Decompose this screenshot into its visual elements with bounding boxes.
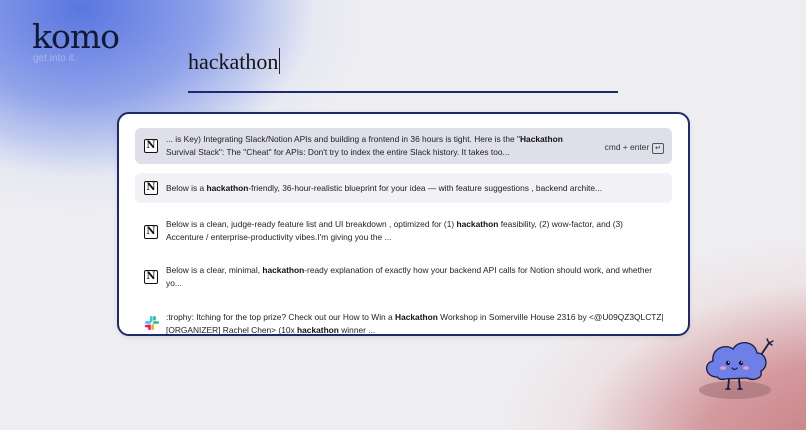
search-query[interactable]: hackathon — [188, 49, 279, 74]
snippet-text: yo... — [166, 278, 182, 288]
result-item[interactable] — [135, 173, 672, 203]
notion-icon: N — [144, 270, 158, 284]
result-item[interactable] — [135, 214, 672, 250]
snippet-text: -friendly, 36-hour-realistic blueprint for your idea — with feature suggestions , backend archite... — [248, 183, 603, 193]
snippet-highlight: Hackathon — [520, 134, 563, 144]
slack-icon — [144, 315, 160, 331]
snippet-highlight: hackathon — [456, 219, 499, 229]
notion-icon: N — [144, 225, 158, 239]
snippet-text: Below is a clean, judge-ready feature list and UI breakdown , optimized for (1) — [166, 219, 457, 229]
shortcut-label: cmd + enter — [604, 142, 650, 152]
snippet-text: winner ... — [338, 325, 376, 335]
notion-icon: N — [144, 139, 158, 153]
snippet-highlight: Hackathon — [395, 312, 438, 322]
cloud-mascot-icon — [695, 333, 785, 403]
result-item[interactable] — [135, 128, 672, 164]
snippet-text: ... is Key) Integrating Slack/Notion APIs and building a frontend in 36 hours is tight. Here is the " — [166, 134, 520, 144]
snippet-text: Survival Stack": The "Cheat" for APIs: Don't try to index the entire Slack history. It takes too... — [166, 147, 510, 157]
snippet-text: [ORGANIZER] Rachel Chen> (10x — [166, 325, 298, 335]
enter-key-icon: ↵ — [652, 143, 664, 154]
results-panel — [117, 112, 690, 336]
result-snippet — [166, 311, 664, 336]
snippet-highlight: hackathon — [206, 183, 249, 193]
brand-tagline: get into it. — [33, 53, 77, 64]
snippet-highlight: hackathon — [297, 325, 339, 335]
open-shortcut-hint — [605, 142, 664, 154]
brand-name: komo — [32, 17, 120, 56]
result-snippet — [166, 133, 563, 159]
snippet-text: :trophy: Itching for the top prize? Check out our How to Win a — [166, 312, 396, 322]
snippet-highlight: hackathon — [262, 265, 305, 275]
snippet-text: feasibility, (2) wow-factor, and (3) — [498, 219, 623, 229]
result-snippet — [166, 264, 652, 290]
notion-icon: N — [144, 181, 158, 195]
brand-logo — [32, 18, 119, 64]
snippet-text: Below is a — [166, 183, 207, 193]
result-item[interactable] — [135, 260, 672, 296]
result-snippet — [166, 218, 623, 244]
snippet-text: -ready explanation of exactly how your backend API calls for Notion should work, and whether — [304, 265, 653, 275]
snippet-text: Workshop in Somerville House 2316 by <@U09QZ3QLCTZ| — [437, 312, 664, 322]
search-input[interactable] — [188, 45, 618, 93]
result-snippet — [166, 182, 602, 195]
text-caret — [279, 48, 280, 74]
result-item[interactable] — [135, 306, 672, 336]
snippet-text: Accenture / enterprise-productivity vibes.I'm giving you the ... — [166, 232, 392, 242]
snippet-text: Below is a clear, minimal, — [166, 265, 263, 275]
